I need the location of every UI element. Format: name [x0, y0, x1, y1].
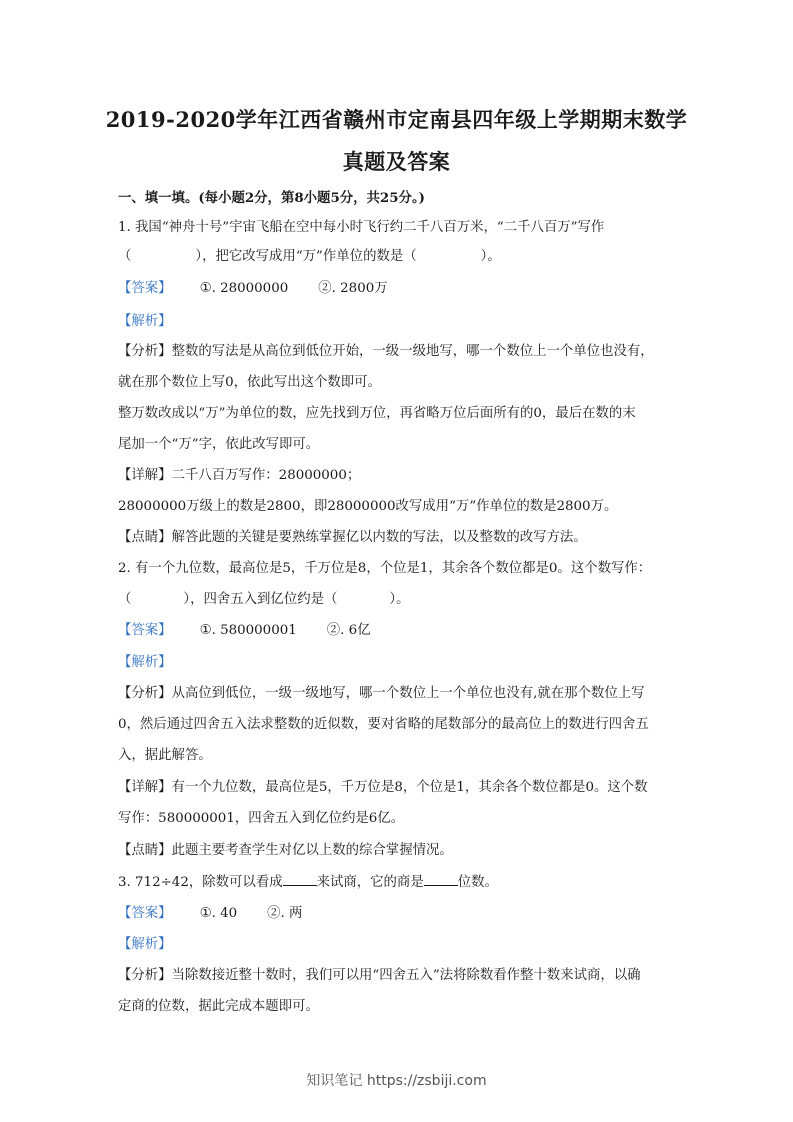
detail-tag: 【详解】	[118, 468, 172, 483]
document-title-line1: 2019-2020学年江西省赣州市定南县四年级上学期期末数学	[105, 107, 688, 132]
detail-tag: 【详解】	[118, 780, 172, 795]
q1-text-mid: ），把它改写成用“万”作单位的数是（	[195, 249, 417, 264]
q2-paren-close: ）。	[389, 592, 410, 607]
fenxi-tag: 【分析】	[118, 344, 172, 359]
q1-text-line1: 1. 我国“神舟十号”宇宙飞船在空中每小时飞行约二千八百万米，“二千八百万”写作	[118, 220, 605, 235]
q2-text-line2	[118, 591, 688, 609]
q2-detail-line2: 写作：580000001，四舍五入到亿位约是6亿。	[118, 811, 405, 826]
q2-answer	[118, 622, 688, 640]
q2-fenxi-line1: 【分析】从高位到低位，一级一级地写，哪一个数位上一个单位也没有,就在那个数位上写	[118, 686, 645, 701]
analysis-tag: 【解析】	[118, 937, 172, 952]
q3-answer-1: ①. 40	[199, 906, 238, 921]
q1-answer-2: ②. 2800万	[318, 281, 388, 296]
q1-fenxi-line1: 【分析】整数的写法是从高位到低位开始，一级一级地写，哪一个数位上一个单位也没有，	[118, 344, 654, 359]
q2-answer-1: ①. 580000001	[199, 623, 297, 638]
q1-paren-close: ）。	[480, 249, 501, 264]
dianjing-tag: 【点睛】	[118, 530, 172, 545]
q3-blank-2	[424, 873, 458, 886]
q1-detail-line2: 28000000万级上的数是2800，即28000000改写成用“万”作单位的数是2800万。	[118, 499, 618, 514]
answer-tag: 【答案】	[118, 906, 172, 921]
analysis-tag: 【解析】	[118, 314, 172, 329]
dianjing-tag: 【点睛】	[118, 843, 172, 858]
fenxi-tag: 【分析】	[118, 686, 172, 701]
q2-fenxi-line3: 入，据此解答。	[118, 748, 212, 763]
answer-tag: 【答案】	[118, 623, 172, 638]
q1-fenxi-line2: 就在那个数位上写0，依此写出这个数即可。	[118, 375, 381, 390]
q1-fenxi-line4: 尾加一个“万”字，依此改写即可。	[118, 437, 320, 452]
q1-answer-1: ①. 28000000	[199, 281, 289, 296]
answer-tag: 【答案】	[118, 281, 172, 296]
q2-fenxi-line2: 0，然后通过四舍五入法求整数的近似数，要对省略的尾数部分的最高位上的数进行四舍五	[118, 717, 649, 732]
q3-answer	[118, 905, 688, 923]
document-title-line2: 真题及答案	[342, 149, 451, 174]
q2-paren-open: （	[118, 592, 132, 607]
q1-paren-open: （	[118, 249, 132, 264]
q1-detail-line1: 【详解】二千八百万写作：28000000；	[118, 468, 361, 483]
q1-text-line2	[118, 248, 688, 266]
q3-blank-1	[283, 873, 317, 886]
q1-dianjing: 【点睛】解答此题的关键是要熟练掌握亿以内数的写法，以及整数的改写方法。	[118, 530, 587, 545]
q2-text-line1: 2. 有一个九位数，最高位是5，千万位是8，个位是1，其余各个数位都是0。这个数写作：	[118, 561, 652, 576]
q1-fenxi-line3: 整万数改成以“万”为单位的数，应先找到万位，再省略万位后面所有的0，最后在数的末	[118, 406, 636, 421]
footer-watermark: 知识笔记 https://zsbiji.com	[306, 1073, 487, 1089]
q2-answer-2: ②. 6亿	[326, 623, 371, 638]
q1-answer	[118, 280, 688, 298]
q2-text-mid: ），四舍五入到亿位约是（	[183, 592, 338, 607]
section-heading: 一、填一填。(每小题2分，第8小题5分，共25分。)	[118, 190, 425, 206]
q2-dianjing: 【点睛】此题主要考查学生对亿以上数的综合掌握情况。	[118, 843, 453, 858]
fenxi-tag: 【分析】	[118, 968, 172, 983]
q3-text-line1: 3. 712÷42，除数可以看成 来试商，它的商是 位数。	[118, 875, 498, 890]
q2-detail-line1: 【详解】有一个九位数，最高位是5，千万位是8，个位是1，其余各个数位都是0。这个数	[118, 780, 648, 795]
q3-fenxi-line1: 【分析】当除数接近整十数时，我们可以用“四舍五入”法将除数看作整十数来试商，以确	[118, 968, 641, 983]
analysis-tag: 【解析】	[118, 655, 172, 670]
q3-answer-2: ②. 两	[267, 906, 303, 921]
q3-fenxi-line2: 定商的位数，据此完成本题即可。	[118, 999, 319, 1014]
